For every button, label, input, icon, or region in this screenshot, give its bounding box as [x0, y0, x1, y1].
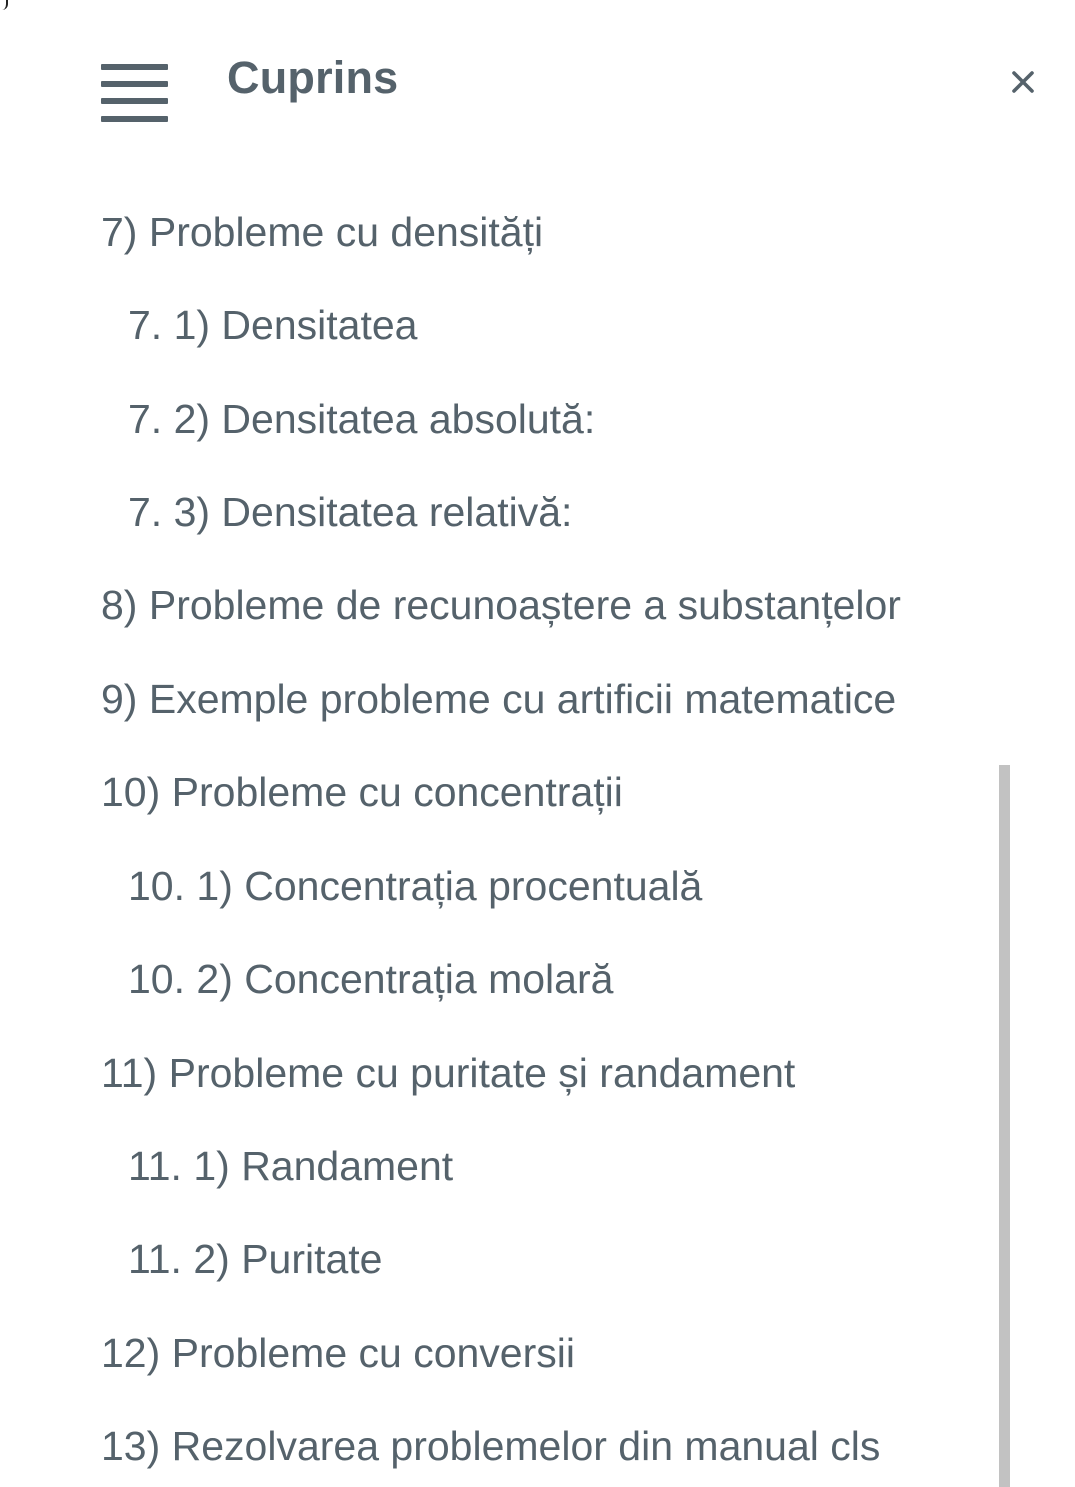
toc-item[interactable]: 8) Probleme de recunoaștere a substanțelor	[101, 582, 901, 628]
scrollbar-thumb[interactable]	[999, 765, 1010, 1487]
toc-item[interactable]: 10. 2) Concentrația molară	[128, 956, 614, 1002]
close-button[interactable]	[1000, 60, 1046, 106]
toc-item[interactable]: 11) Probleme cu puritate și randament	[101, 1050, 796, 1096]
toc-item[interactable]: 7) Probleme cu densități	[101, 209, 544, 255]
close-icon	[1000, 60, 1046, 106]
toc-item[interactable]: 9) Exemple probleme cu artificii matematice	[101, 676, 897, 722]
toc-item[interactable]: 13) Rezolvarea problemelor din manual cls	[101, 1423, 881, 1469]
toc-item[interactable]: 7. 1) Densitatea	[128, 302, 418, 348]
toc-item[interactable]: 7. 3) Densitatea relativă:	[128, 489, 573, 535]
toc-item[interactable]: 10. 1) Concentrația procentuală	[128, 863, 703, 909]
page-title: Cuprins	[227, 52, 399, 103]
toc-item[interactable]: 7. 2) Densitatea absolută:	[128, 396, 596, 442]
toc-item[interactable]: 12) Probleme cu conversii	[101, 1330, 575, 1376]
toc-item[interactable]: 11. 1) Randament	[128, 1143, 454, 1189]
hamburger-menu-icon	[101, 64, 169, 124]
toc-item[interactable]: 10) Probleme cu concentrații	[101, 769, 623, 815]
toc-item[interactable]: 11. 2) Puritate	[128, 1236, 383, 1282]
panel-header	[0, 0, 1075, 170]
